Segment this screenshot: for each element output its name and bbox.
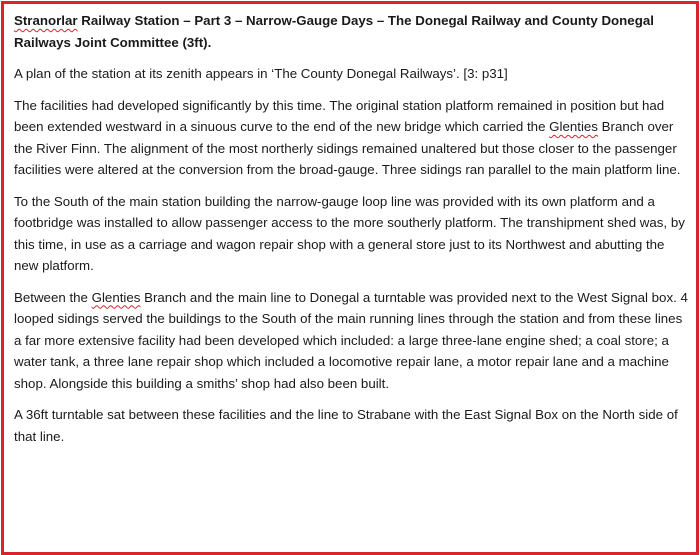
paragraph-3: To the South of the main station building the narrow-gauge loop line was provided with its own platform and a footbridge was installed to allow passenger access to the more southerly platform. The transhipment shed was, by this time, in use as a carriage and wagon repair shop with a general store just to its Northwest and abutting the new platform. [14,193,685,273]
paragraph-4: Between the Glenties Branch and the main line to Donegal a turntable was provided next to the West Signal box. 4 looped sidings served the buildings to the South of the main running lines through the station and from these lines a far more extensive facility had been developed which included: a large three-lane engine shed; a coal store; a water tank, a three lane repair shop which included a locomotive repair lane, a motor repair lane and a machine shop. Alongside this building a smiths’ shop had also been built. [14,289,688,391]
document-title [14,10,689,53]
document-body[interactable] [14,10,689,457]
title-prefix: Stranorlar [14,13,78,28]
spellcheck-word: Glenties [549,119,598,134]
paragraph-1: A plan of the station at its zenith appears in ‘The County Donegal Railways’. [3: p31] [14,66,508,81]
title-rest: Railway Station – Part 3 – Narrow-Gauge Days – The Donegal Railway and County Donegal Railways Joint Committee (3ft). [14,13,654,50]
spellcheck-word: Glenties [91,289,141,305]
paragraph-5: A 36ft turntable sat between these facilities and the line to Strabane with the East Signal Box on the North side of that line. [14,407,678,444]
paragraph-2: The facilities had developed significantly by this time. The original station platform remained in position but had been extended westward in a sinuous curve to the end of the new bridge which carried the Glenties Branch over the River Finn. The alignment of the most northerly sidings remained unaltered but those closer to the passenger facilities were altered at the conversion from the broad-gauge. Three sidings ran parallel to the main platform line. [14,97,681,177]
document-frame [1,1,699,555]
